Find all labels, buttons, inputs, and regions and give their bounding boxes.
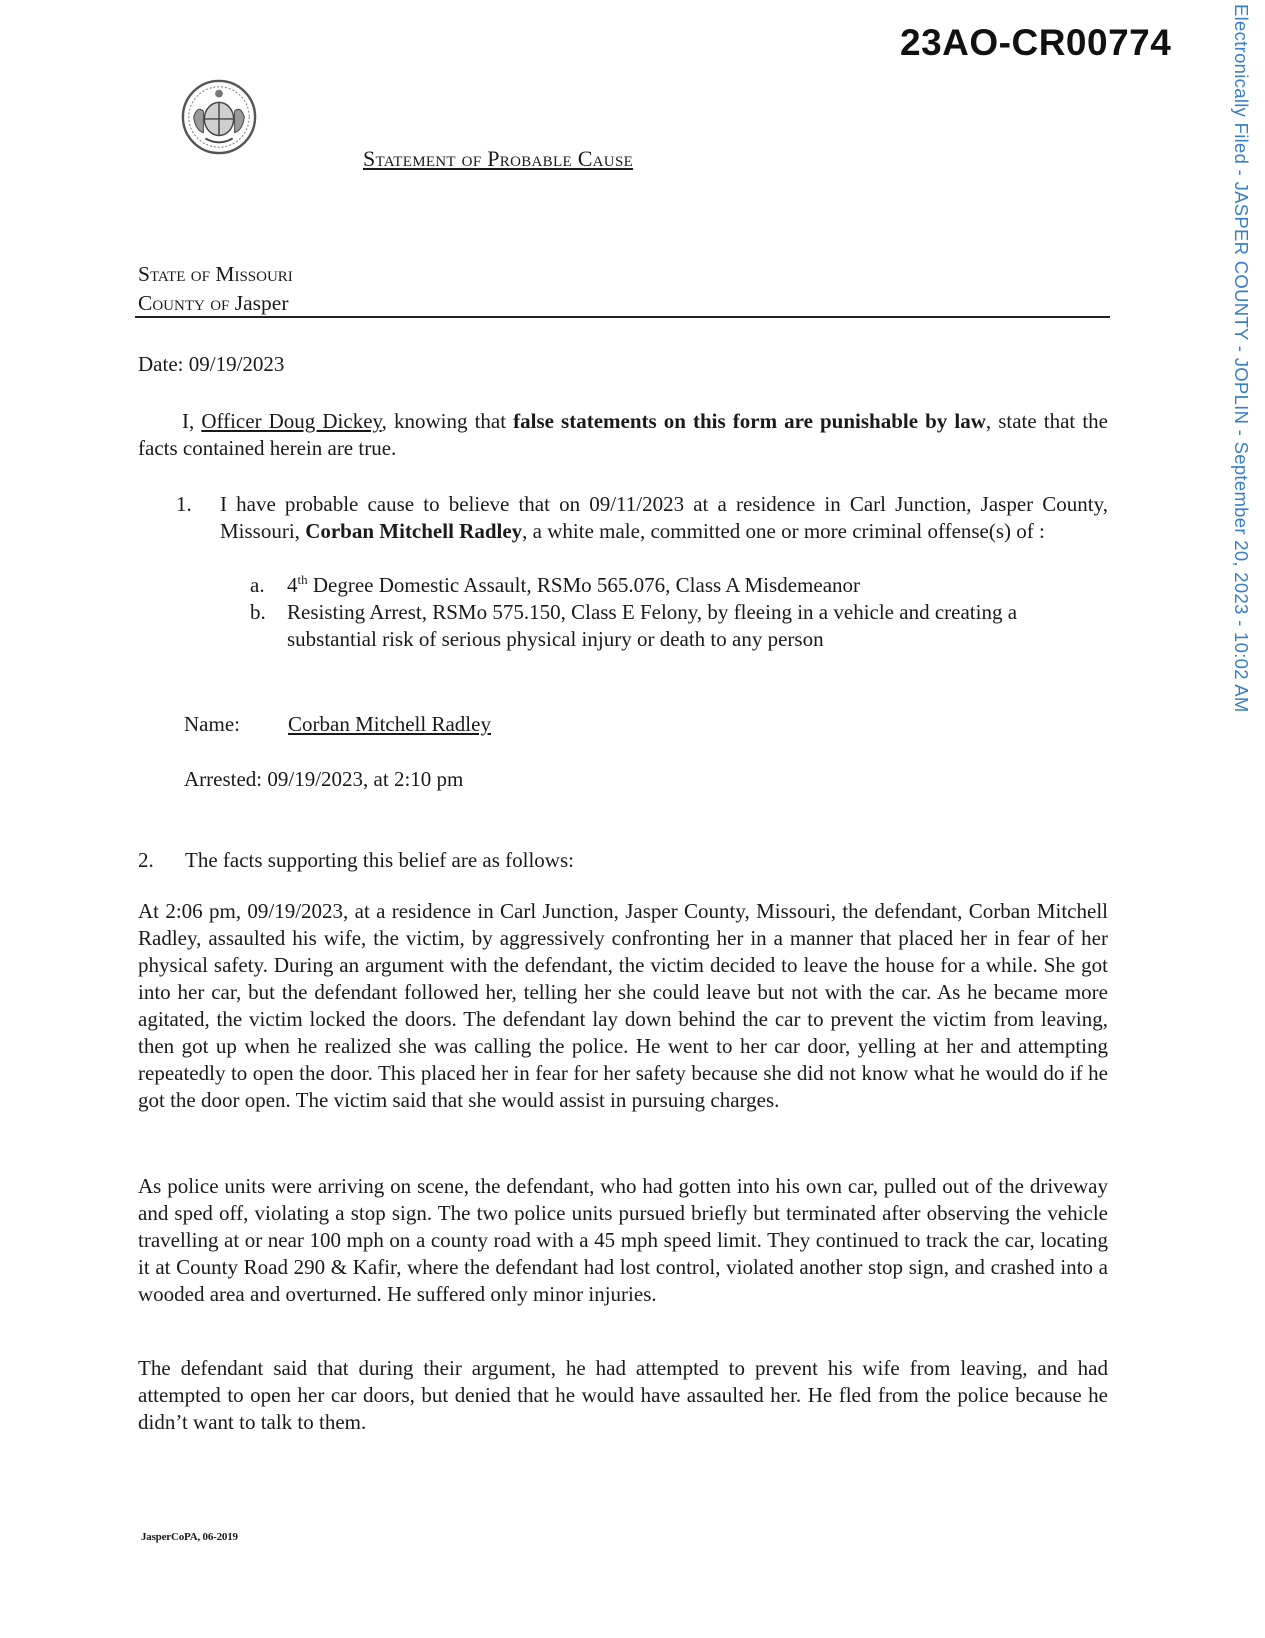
state-seal-icon	[180, 78, 258, 156]
facts-paragraph-3: The defendant said that during their argument, he had attempted to prevent his wife from leaving, and had attempted to open her car doors, but denied that he would have assaulted her. He fled from the police because he didn’t want to talk to them.	[138, 1356, 1108, 1434]
offense-b: Resisting Arrest, RSMo 575.150, Class E Felony, by fleeing in a vehicle and creating a substantial risk of serious physical injury or death to any person	[287, 600, 1018, 651]
statement-date: Date: 09/19/2023	[138, 352, 285, 376]
filing-stamp	[1226, 4, 1256, 764]
item-2-text: The facts supporting this belief are as follows:	[185, 848, 574, 872]
item-1-text: I have probable cause to believe that on 09/11/2023 at a residence in Carl Junction, Jasper County, Missouri, Corban Mitchell Radley, a white male, committed one or more criminal offense(s) of :	[220, 492, 1108, 543]
filing-stamp-text: Electronically Filed - JASPER COUNTY - JOPLIN - September 20, 2023 - 10:02 AM	[1231, 4, 1252, 713]
jurisdiction-block	[138, 260, 293, 318]
county-name: Jasper	[234, 291, 289, 315]
offense-b-label: b.	[250, 600, 266, 624]
case-number: 23AO-CR00774	[900, 22, 1172, 63]
name-label: Name:	[184, 712, 240, 736]
item-2-number: 2.	[138, 848, 154, 872]
item-1-number: 1.	[176, 492, 192, 516]
offense-a-label: a.	[250, 573, 265, 597]
facts-paragraph-1: At 2:06 pm, 09/19/2023, at a residence in Carl Junction, Jasper County, Missouri, the defendant, Corban Mitchell Radley, assaulted his wife, the victim, by aggressively confronting her in a manner that placed her in fear of her physical safety. During an argument with the defendant, the victim decided to leave the house for a while. She got into her car, but the defendant followed her, telling her she could leave but not with the car. As he became more agitated, the victim locked the doors. The defendant lay down behind the car to prevent the victim from leaving, then got up when he realized she was calling the police. He went to her car door, yelling at her and attempting repeatedly to open the door. This placed her in fear for her safety because she did not know what he would do if he got the door open. The victim said that she would assist in pursuing charges.	[138, 899, 1108, 1112]
officer-attestation: I, Officer Doug Dickey, knowing that false statements on this form are punishable by law, state that the facts contained herein are true.	[138, 409, 1108, 460]
facts-paragraph-2: As police units were arriving on scene, the defendant, who had gotten into his own car, pulled out of the driveway and sped off, violating a stop sign. The two police units pursued briefly but terminated after observing the vehicle travelling at or near 100 mph on a county road with a 45 mph speed limit. They continued to track the car, locating it at County Road 290 & Kafir, where the defendant had lost control, violated another stop sign, and crashed into a wooded area and overturned. He suffered only minor injuries.	[138, 1174, 1108, 1306]
suspect-name: Corban Mitchell Radley	[288, 712, 491, 736]
defendant-name: Corban Mitchell Radley	[305, 519, 523, 543]
arrest-info: Arrested: 09/19/2023, at 2:10 pm	[184, 767, 464, 791]
offense-a: 4th Degree Domestic Assault, RSMo 565.076, Class A Misdemeanor	[287, 572, 861, 597]
date-value: 09/19/2023	[188, 352, 285, 376]
county-line: County of Jasper	[138, 291, 289, 315]
document-title: Statement of Probable Cause	[363, 146, 634, 171]
state-line: State of Missouri	[138, 262, 293, 286]
header-divider	[135, 316, 1110, 318]
officer-name: Officer Doug Dickey	[201, 409, 382, 433]
form-footer: JasperCoPA, 06-2019	[141, 1531, 238, 1543]
perjury-warning: false statements on this form are punishable by law	[513, 409, 986, 433]
